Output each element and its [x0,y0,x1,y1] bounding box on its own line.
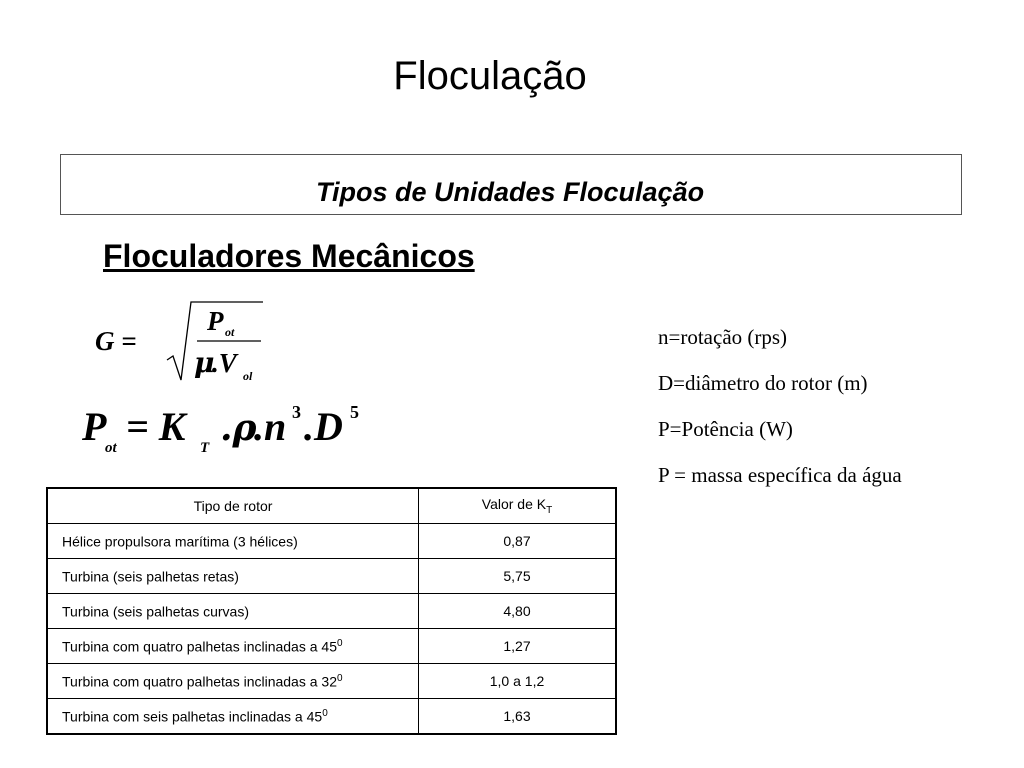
rotor-type-cell: Hélice propulsora marítima (3 hélices) [47,524,419,559]
formula-g-mu: μ [194,346,215,379]
note-power: P=Potência (W) [658,417,793,441]
formula-g-numerator: P [207,306,224,336]
formula-g-numerator-sub: ot [225,325,235,339]
rotor-type-cell: Turbina (seis palhetas curvas) [47,594,419,629]
note-density: P = massa específica da água [658,463,902,487]
table-row [47,594,616,629]
rotor-type-cell: Turbina com quatro palhetas inclinadas a $32^0$ [47,664,419,699]
kt-value-cell: 4,80 [419,594,617,629]
note-rotation: n=rotação (rps) [658,325,788,349]
table-row [47,559,616,594]
formula-p-lhs-sub: ot [105,440,117,456]
formula-p-k-sub: T [200,440,210,456]
formula-g-denominator-sub: ol [243,369,253,383]
formula-p-lhs: P [82,404,107,449]
subtitle-box [60,154,962,215]
formula-p-d: .D [304,404,343,449]
header-rotor-type: Tipo de rotor [47,488,419,524]
header-kt-value: Valor de $K_T$ [419,488,617,524]
kt-value-cell: 0,87 [419,524,617,559]
note-diameter: D=diâmetro do rotor (m) [658,371,868,395]
table-header-row [47,488,616,524]
formula-p-n: .n [254,404,287,449]
formula-p-d-exp: 5 [350,402,359,422]
rotor-type-cell: Turbina com seis palhetas inclinadas a $45^0$ [47,699,419,735]
subtitle-text: Tipos de Unidades Floculação [316,177,705,207]
kt-value-cell: 1,0 a 1,2 [419,664,617,699]
table-row [47,699,616,735]
formula-p-n-exp: 3 [292,402,301,422]
rotor-type-cell: Turbina (seis palhetas retas) [47,559,419,594]
formula-p-k: = K [126,404,186,449]
velocity-gradient-formula [95,298,285,388]
kt-value-cell: 5,75 [419,559,617,594]
formula-g-lhs: G = [95,326,137,356]
rotor-table [46,487,617,735]
rotor-type-cell: Turbina com quatro palhetas inclinadas a $45^0$ [47,629,419,664]
variable-notes [658,314,998,498]
formula-g-denominator: .V [212,348,237,378]
section-heading: Floculadores Mecânicos [103,238,475,274]
table-row [47,629,616,664]
formula-p-rho: .ρ [220,407,257,449]
table-row [47,664,616,699]
kt-value-cell: 1,27 [419,629,617,664]
slide-title: Floculação [393,54,587,98]
power-formula [82,398,382,464]
table-row [47,524,616,559]
kt-value-cell: 1,63 [419,699,617,735]
